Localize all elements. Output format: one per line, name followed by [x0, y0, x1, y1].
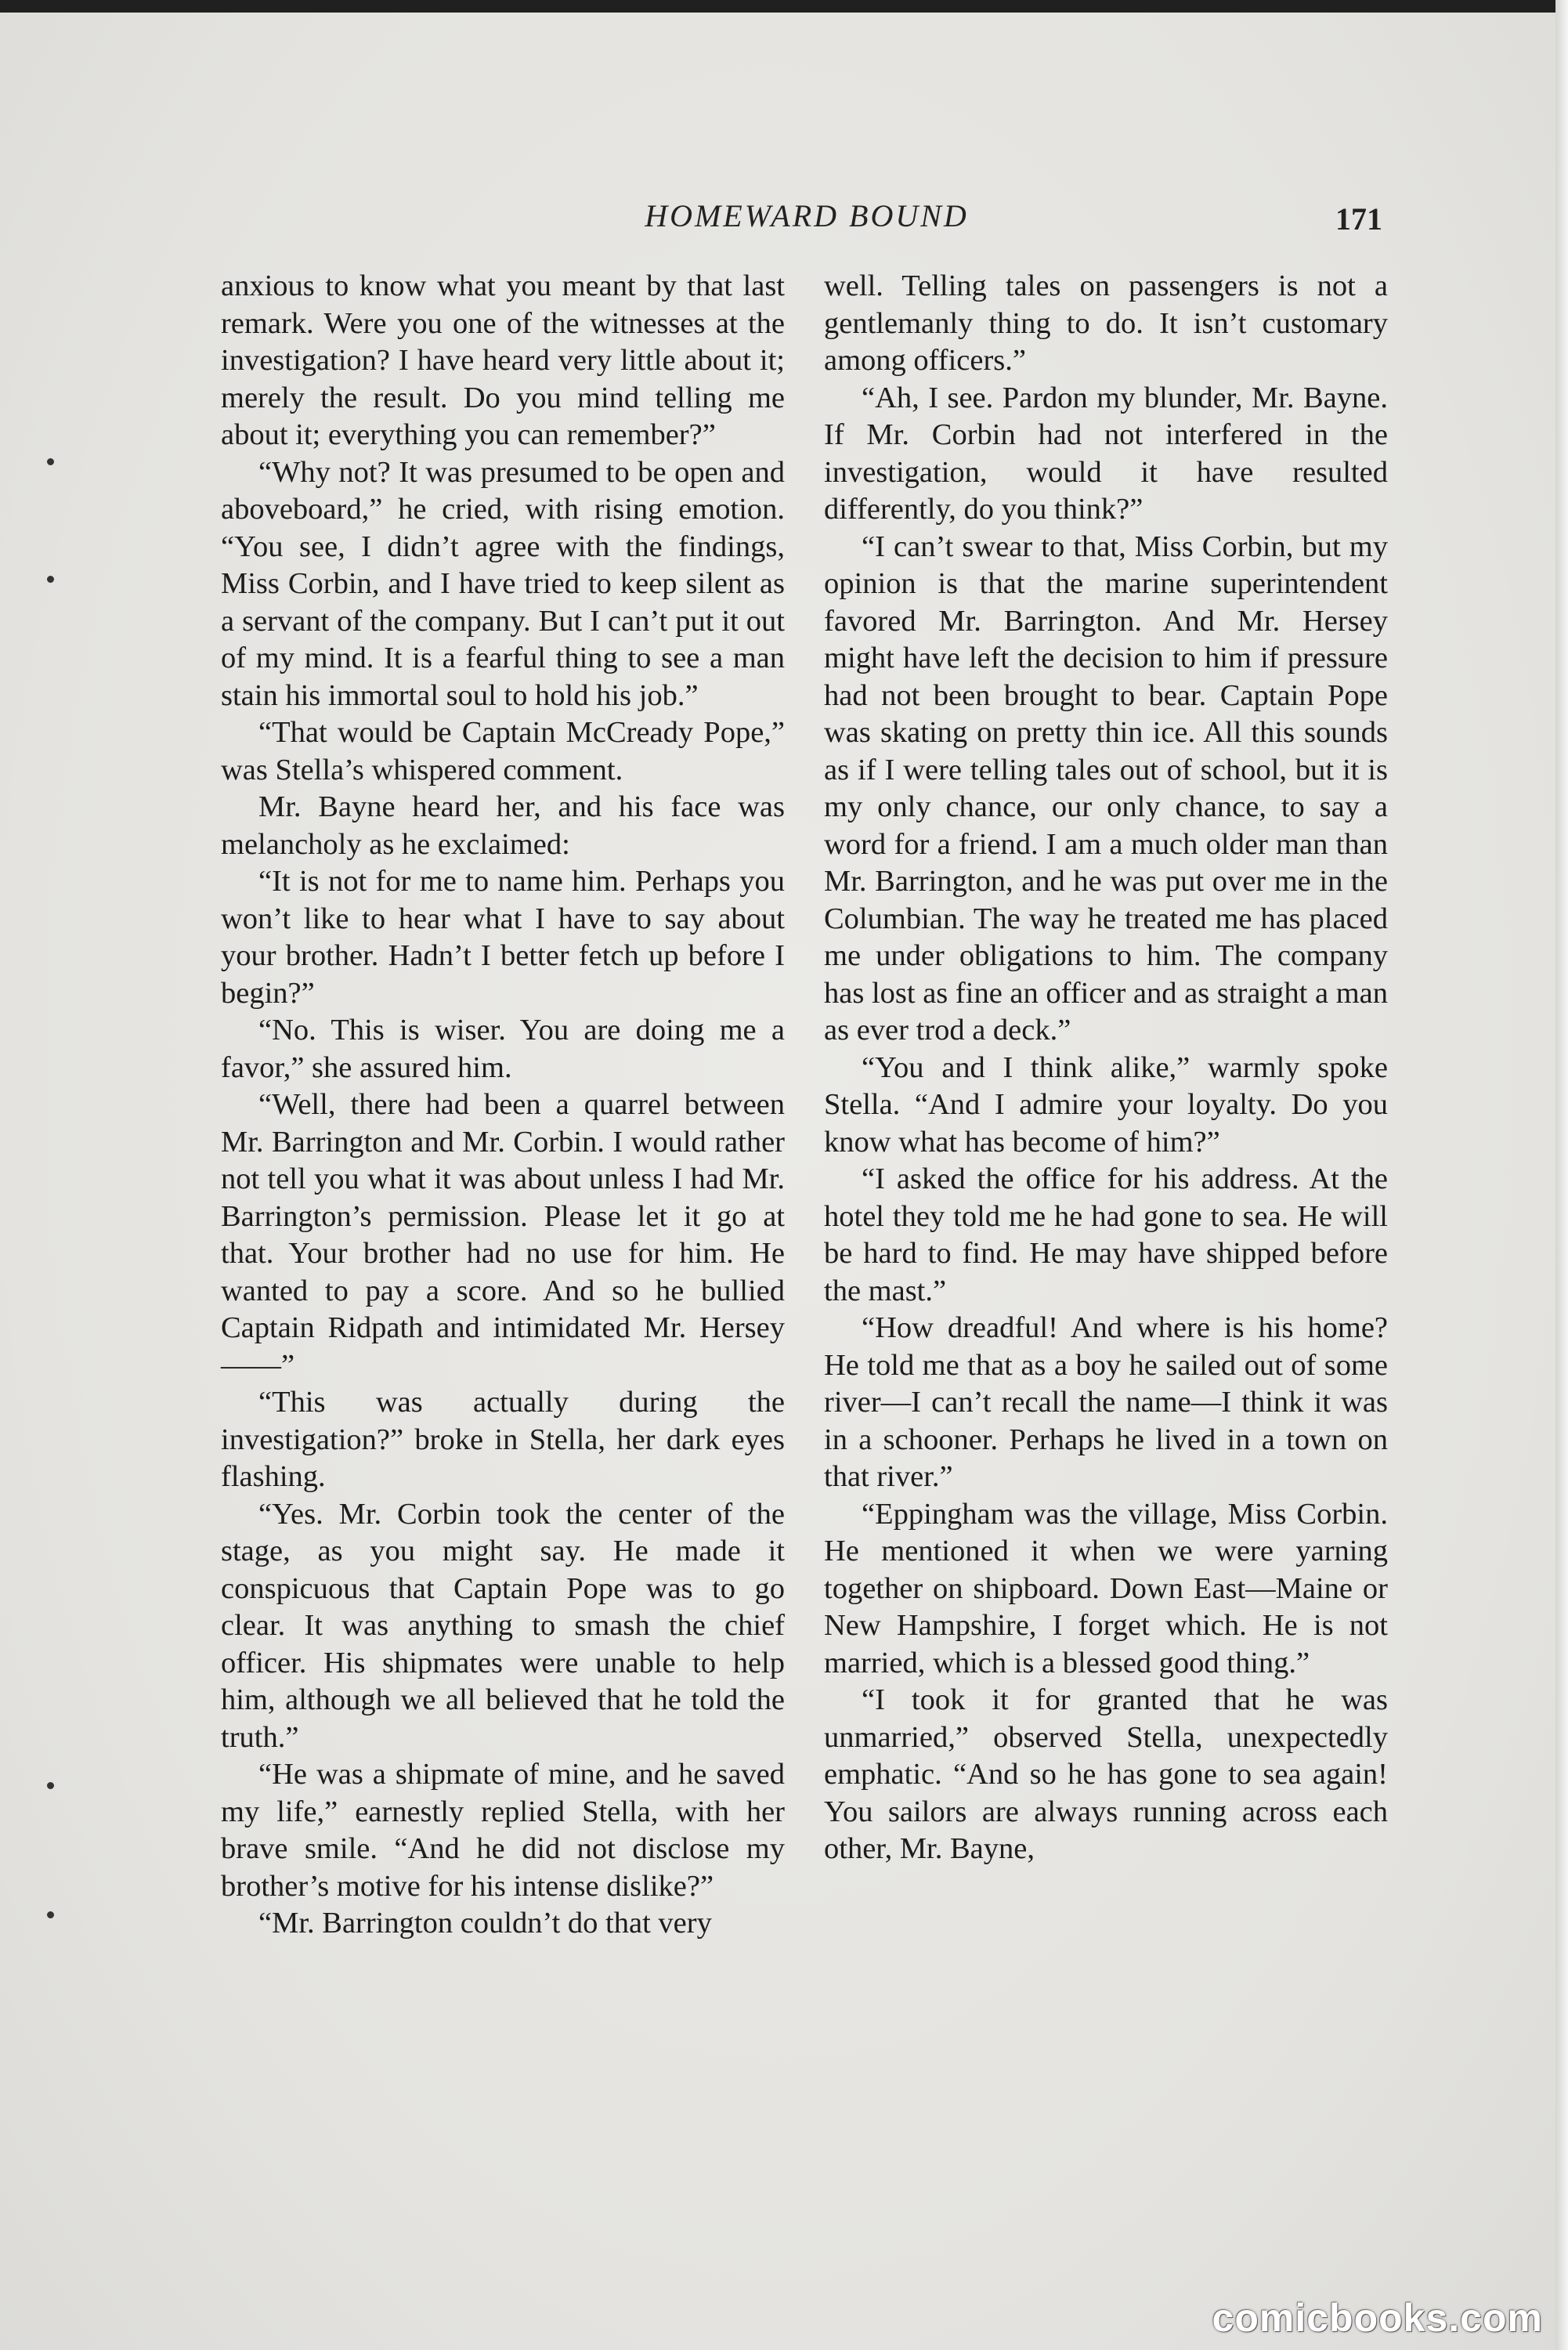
watermark: comicbooks.com	[1212, 2296, 1543, 2340]
page-number: 171	[1335, 201, 1382, 237]
scan-edge-right	[1555, 0, 1568, 2350]
paragraph: “Eppingham was the village, Miss Corbin. He mentioned it when we were yarning together on shipboard. Down East—Maine or New Hampshire, I forget which. He is not married, which is a blessed good thing.”	[824, 1497, 1388, 1679]
paragraph: “No. This is wiser. You are doing me a favor,” she assured him.	[221, 1014, 785, 1084]
scan-edge-top	[0, 0, 1568, 13]
paragraph: “That would be Captain McCready Pope,” was Stella’s whispered comment.	[221, 716, 785, 786]
paragraph: “I can’t swear to that, Miss Corbin, but my opinion is that the marine superintendent favored Mr. Barrington. And Mr. Hersey might have left the decision to him if pressure had not been brought to bear. Captain Pope was skating on pretty thin ice. All this sounds as if I were telling tales out of school, but it is my only chance, our only chance, to say a word for a friend. I am a much older man than Mr. Barrington, and he was put over me in the Columbian. The way he treated me has placed me under obligations to him. The company has lost as fine an officer and as straight a man as ever trod a deck.”	[824, 530, 1388, 1047]
paragraph: “How dreadful! And where is his home? He told me that as a boy he sailed out of some river—I can’t recall the name—I think it was in a schooner. Perhaps he lived in a town on that river.”	[824, 1311, 1388, 1493]
text-column-right	[824, 268, 1388, 1868]
running-head	[0, 197, 1568, 244]
paragraph: anxious to know what you meant by that last remark. Were you one of the witnesses at the investigation? I have heard very little about it; merely the result. Do you mind telling me about it; everything you can remember?”	[221, 269, 785, 451]
paragraph: “I took it for granted that he was unmarried,” observed Stella, unexpectedly emphatic. “And so he has gone to sea again! You sailors are always running across each other, Mr. Bayne,	[824, 1683, 1388, 1865]
text-column-left	[221, 268, 785, 1943]
paragraph: “Ah, I see. Pardon my blunder, Mr. Bayne. If Mr. Corbin had not interfered in the investigation, would it have resulted differently, do you think?”	[824, 381, 1388, 526]
binding-hole-mark	[47, 458, 54, 465]
paragraph: “Yes. Mr. Corbin took the center of the stage, as you might say. He made it conspicuous that Captain Pope was to go clear. It was anything to smash the chief officer. His shipmates were unable to help him, although we all believed that he told the truth.”	[221, 1497, 785, 1754]
paragraph: “You and I think alike,” warmly spoke Stella. “And I admire your loyalty. Do you know what has become of him?”	[824, 1050, 1388, 1159]
paragraph: “It is not for me to name him. Perhaps you won’t like to hear what I have to say about your brother. Hadn’t I better fetch up before I begin?”	[221, 865, 785, 1010]
paragraph: “Why not? It was presumed to be open and aboveboard,” he cried, with rising emotion. “You see, I didn’t agree with the findings, Miss Corbin, and I have tried to keep silent as a servant of the company. But I can’t put it out of my mind. It is a fearful thing to see a man stain his immortal soul to hold his job.”	[221, 455, 785, 712]
paragraph: “Well, there had been a quarrel between Mr. Barrington and Mr. Corbin. I would rather not tell you what it was about unless I had Mr. Barrington’s permission. Please let it go at that. Your brother had no use for him. He wanted to pay a score. And so he bullied Captain Ridpath and intimidated Mr. Hersey——”	[221, 1088, 785, 1382]
paragraph: Mr. Bayne heard her, and his face was melancholy as he exclaimed:	[221, 790, 785, 861]
binding-hole-mark	[47, 1782, 54, 1789]
paragraph: “I asked the office for his address. At the hotel they told me he had gone to sea. He will be hard to find. He may have shipped before the mast.”	[824, 1162, 1388, 1307]
paragraph: “He was a shipmate of mine, and he saved my life,” earnestly replied Stella, with her brave smile. “And he did not disclose my brother’s motive for his intense dislike?”	[221, 1758, 785, 1903]
paragraph: “This was actually during the investigation?” broke in Stella, her dark eyes flashing.	[221, 1386, 785, 1493]
running-title: HOMEWARD BOUND	[645, 198, 969, 233]
paragraph: well. Telling tales on passengers is not a gentlemanly thing to do. It isn’t customary among officers.”	[824, 269, 1388, 377]
paragraph: “Mr. Barrington couldn’t do that very	[258, 1907, 712, 1940]
binding-hole-mark	[47, 1911, 54, 1918]
binding-hole-mark	[47, 576, 54, 583]
